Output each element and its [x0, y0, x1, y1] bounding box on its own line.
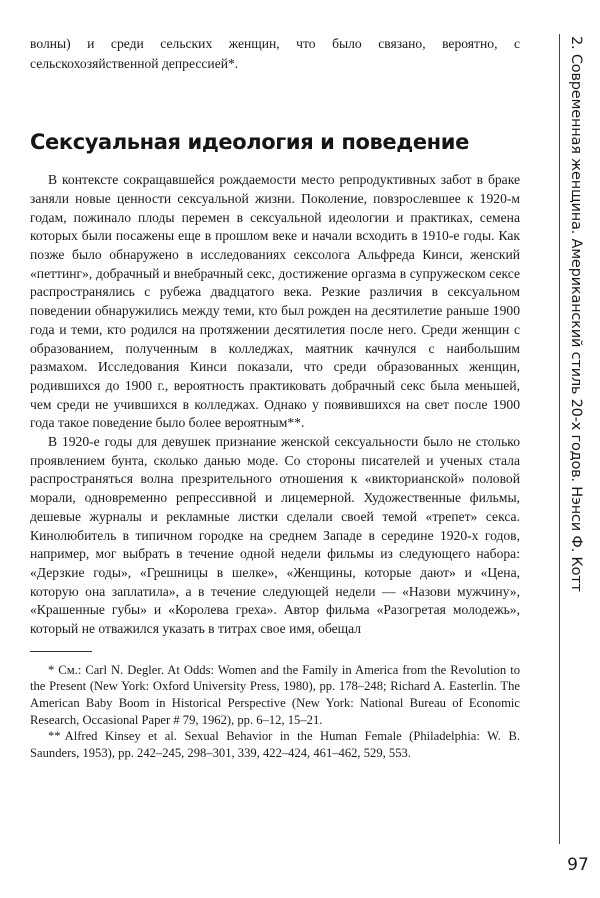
footnote-1-mark: *: [48, 662, 55, 677]
footnote-2-mark: **: [48, 729, 61, 744]
footnote-2: [30, 728, 520, 761]
intro-paragraph: волны) и среди сельских женщин, что было связано, вероятно, с сельскохозяйственной депрессией*.: [30, 36, 520, 71]
section-heading: Сексуальная идеология и поведение: [30, 130, 469, 155]
footnote-1-text: См.: Carl N. Degler. At Odds: Women and the Family in America from the Revolution to the Present (New York: Oxford University Press, 1980), pp. 178–248; Richard A. Easterlin. The American Baby Boom in Historical Perspective (New York: National Bureau of Economic Research, Occasional Paper # 79, 1962), pp. 6–12, 15–21.: [30, 662, 520, 727]
body-paragraph-2: В 1920-е годы для девушек признание женской сексуальности было не столько проявлением бунта, сколько данью моде. Со стороны писателей и ученых стала распространяться волна презрительного отношения к «викторианской» половой морали, одновременно репрессивной и лицемерной. Художественные фильмы, дешевые журналы и рекламные листки сделали своей темой «трепет» секса. Кинолюбитель в типичном городке на среднем Западе в середине 1920-х годов, например, мог выбрать в течение одной недели фильмы из следующего набора: «Дерзкие годы», «Грешницы в шелке», «Женщины, которые дают» и «Цена, которую она заплатила», а в течение следующей недели — «Назови мужчину», «Крашенные губы» и «Королева греха». Автор фильма «Разогретая молодежь», который не отважился указать в титрах свое имя, обещал: [30, 434, 520, 637]
running-header: 2. Современная женщина. Американский стиль 20-х годов. Нэнси Ф. Котт: [568, 36, 584, 592]
margin-divider: [559, 34, 560, 844]
page-number: 97: [567, 855, 589, 875]
body-paragraph-1: В контексте сокращавшейся рождаемости место репродуктивных забот в браке заняли новые ценности сексуальной жизни. Поколение, повзрослевшее к 1920-м годам, пожинало плоды перемен в сексуальной идеологии и практиках, семена которых были посажены еще в прошлом веке и начали всходить в 1910-е годы. Как позже было обнаружено в исследованиях сексолога Альфреда Кинси, женский «петтинг», добрачный и внебрачный секс, достижение оргазма в супружеском сексе распространялись с рубежа двадцатого века. Резкие различия в сексуальном поведении обнаружились между теми, кто был рожден на десятилетие раньше 1900 года и теми, кто родился на протяжении десятилетия после него. Среди женщин с образованием, полученным в колледжах, маятник качнулся с наибольшим размахом. Исследования Кинси показали, что среди образованных женщин, родившихся до 1900 г., вероятность практиковать добрачный секс была меньшей, чем среди не учившихся в колледжах. Однако у появившихся на свет после 1900 года такое поведение было более вероятным**.: [30, 172, 520, 431]
footnote-2-text: Alfred Kinsey et al. Sexual Behavior in the Human Female (Philadelphia: W. B. Saunders, 1953), pp. 242–245, 298–301, 339, 422–424, 461–462, 529, 553.: [30, 729, 520, 760]
footnote-1: [30, 662, 520, 728]
main-text-column: [30, 34, 520, 761]
footnote-divider: [30, 651, 92, 652]
